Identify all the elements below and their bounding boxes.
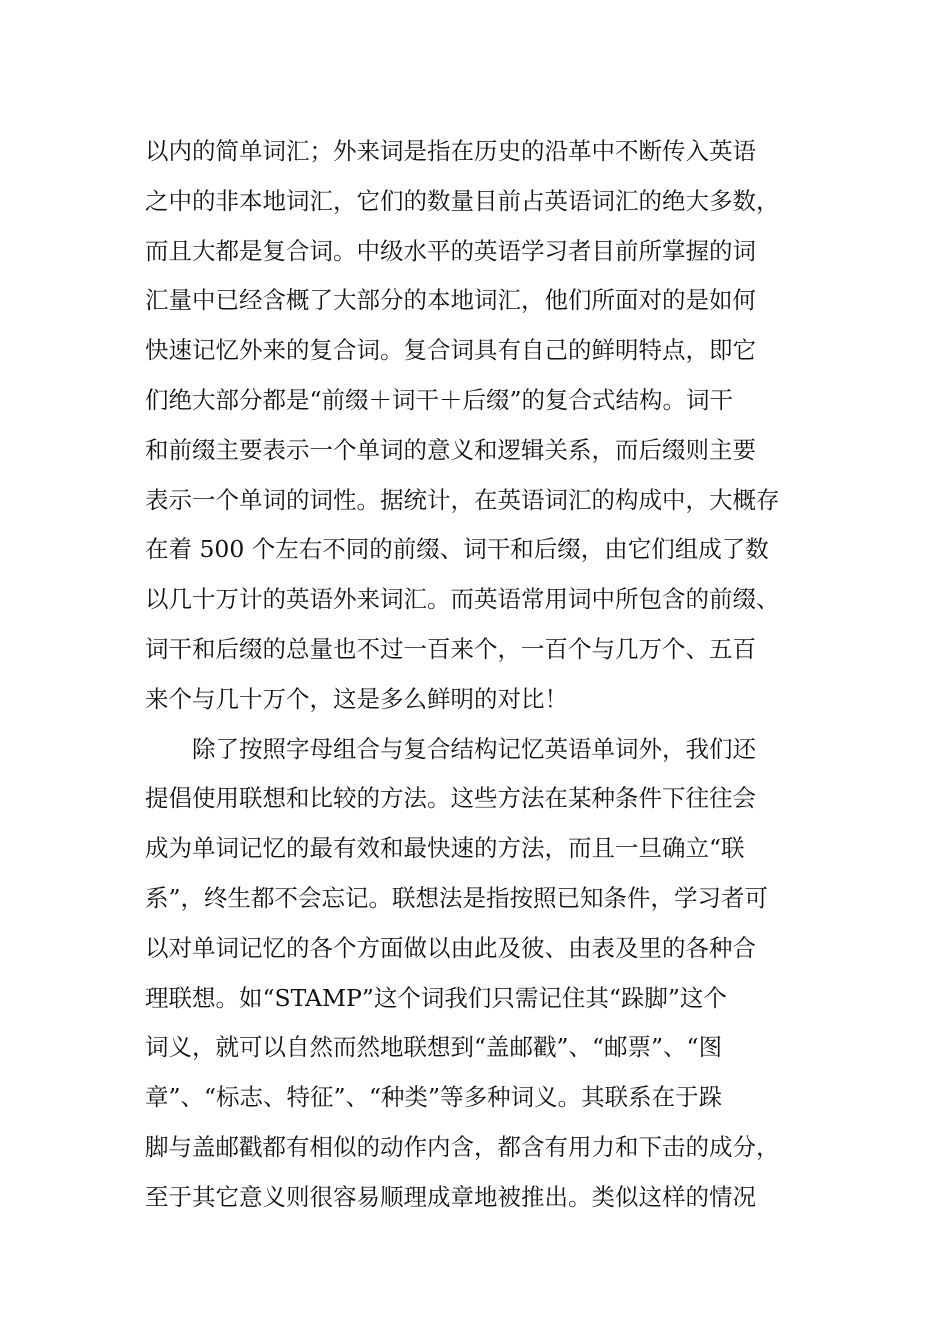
text-line: 至于其它意义则很容易顺理成章地被推出。类似这样的情况 — [145, 1182, 756, 1211]
text-line: 词干和后缀的总量也不过一百来个，一百个与几万个、五百 — [145, 634, 756, 663]
text-line: 章”、“标志、特征”、“种类”等多种词义。其联系在于跺 — [145, 1083, 723, 1112]
text-line: 之中的非本地词汇，它们的数量目前占英语词汇的绝大多数， — [145, 186, 780, 215]
text-line: 以对单词记忆的各个方面做以由此及彼、由表及里的各种合 — [145, 933, 756, 962]
text-line: 和前缀主要表示一个单词的意义和逻辑关系，而后缀则主要 — [145, 435, 756, 464]
text-line: 而且大都是复合词。中级水平的英语学习者目前所掌握的词 — [145, 236, 756, 265]
text-line: 们绝大部分都是“前缀＋词干＋后缀”的复合式结构。词干 — [145, 385, 734, 414]
text-line: 在着 500 个左右不同的前缀、词干和后缀，由它们组成了数 — [145, 535, 769, 564]
text-line: 表示一个单词的词性。据统计，在英语词汇的构成中，大概存 — [145, 485, 780, 514]
text-line: 词义，就可以自然而然地联想到“盖邮戳”、“邮票”、“图 — [145, 1033, 723, 1062]
text-line: 除了按照字母组合与复合结构记忆英语单词外，我们还 — [192, 734, 756, 763]
text-line: 系”，终生都不会忘记。联想法是指按照已知条件，学习者可 — [145, 883, 769, 912]
text-line: 快速记忆外来的复合词。复合词具有自己的鲜明特点，即它 — [145, 336, 756, 365]
text-line: 以内的简单词汇；外来词是指在历史的沿革中不断传入英语 — [145, 137, 756, 165]
text-line: 汇量中已经含概了大部分的本地词汇，他们所面对的是如何 — [145, 286, 756, 315]
text-line: 理联想。如“STAMP”这个词我们只需记住其“跺脚”这个 — [145, 983, 727, 1012]
text-line: 成为单词记忆的最有效和最快速的方法，而且一旦确立“联 — [145, 834, 745, 863]
text-line: 以几十万计的英语外来词汇。而英语常用词中所包含的前缀、 — [145, 585, 780, 614]
paragraph — [145, 725, 815, 1223]
text-line: 脚与盖邮戳都有相似的动作内含，都含有用力和下击的成分， — [145, 1132, 780, 1161]
body-text — [145, 127, 815, 1223]
text-line: 来个与几十万个，这是多么鲜明的对比！ — [145, 684, 568, 713]
paragraph — [145, 127, 815, 725]
text-line: 提倡使用联想和比较的方法。这些方法在某种条件下往往会 — [145, 784, 756, 813]
